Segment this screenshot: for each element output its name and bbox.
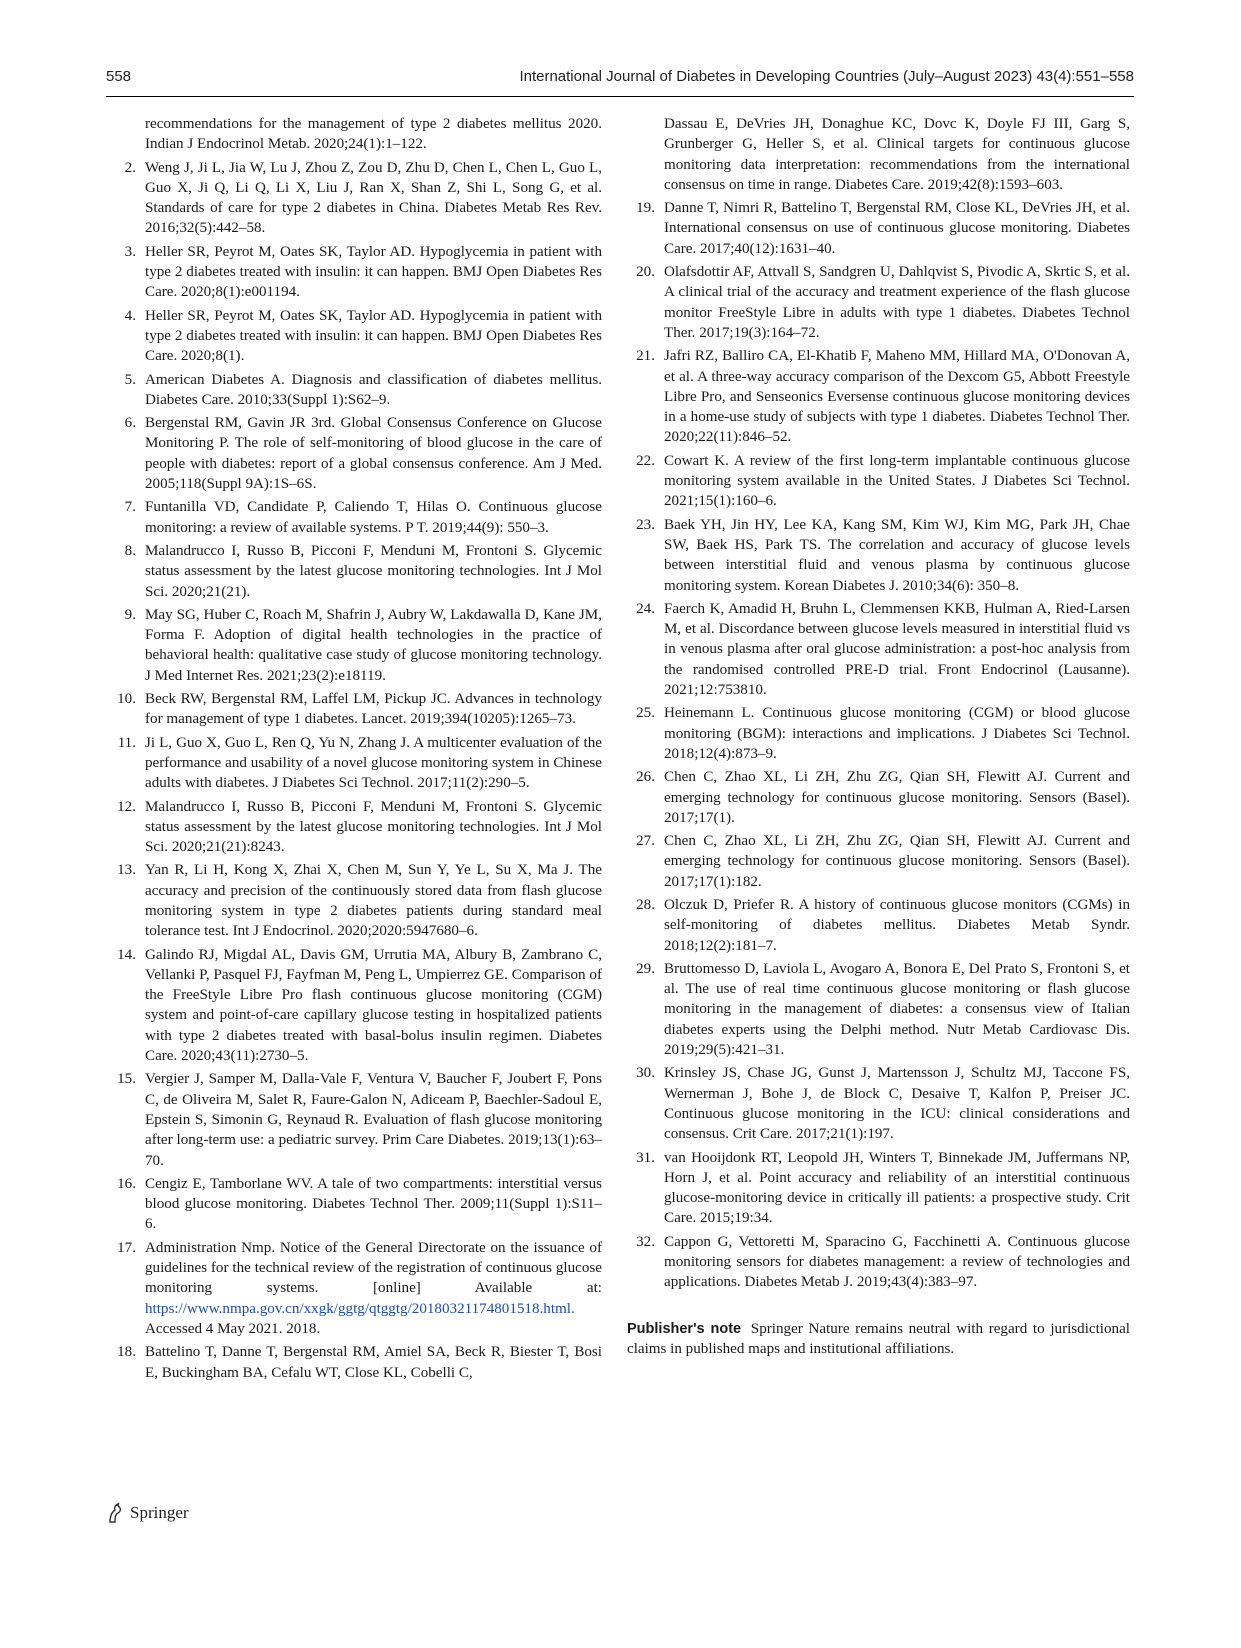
reference-number: 28. (636, 896, 655, 913)
reference-text-main: Galindo RJ, Migdal AL, Davis GM, Urrutia MA, Albury B, Zambrano C, Vellanki P, Pasquel FJ, Fayfman M, Peng L, Umpierrez GE. Comparison of the FreeStyle Libre Pro flash continuous glucose monitoring (CGM) system and point-of-care capillary glucose testing in hospitalized patients with type 2 diabetes treated with basal-bolus insulin regimen. Diabetes Care. 2020;43(11):2730–5. (145, 946, 602, 1065)
reference-item (627, 451, 1130, 512)
reference-text (145, 413, 602, 494)
reference-item (627, 1148, 1130, 1229)
reference-item (627, 895, 1130, 956)
reference-text-main: Malandrucco I, Russo B, Picconi F, Menduni M, Frontoni S. Glycemic status assessment by the latest glucose monitoring technologies. Int J Mol Sci. 2020;21(21). (145, 542, 602, 600)
reference-item (108, 306, 602, 367)
reference-text (664, 831, 1130, 892)
reference-text (145, 797, 602, 858)
reference-text-main: Cowart K. A review of the first long-term implantable continuous glucose monitoring system available in the United States. J Diabetes Sci Technol. 2021;15(1):160–6. (664, 452, 1130, 510)
publisher-note (627, 1319, 1130, 1360)
reference-number: 25. (636, 705, 655, 722)
reference-item (627, 198, 1130, 259)
reference-number: 10. (117, 691, 136, 708)
reference-item (627, 959, 1130, 1060)
reference-number: 22. (636, 452, 655, 469)
reference-number: 24. (636, 600, 655, 617)
reference-item (108, 1238, 602, 1339)
reference-number: 3. (124, 243, 136, 260)
reference-item (108, 1342, 602, 1383)
reference-number: 9. (124, 606, 136, 623)
reference-text (145, 945, 602, 1067)
reference-text-main: Cengiz E, Tamborlane WV. A tale of two compartments: interstitial versus blood glucose monitoring. Diabetes Technol Ther. 2009;11(Suppl 1):S11–6. (145, 1175, 602, 1233)
reference-text-main: Yan R, Li H, Kong X, Zhai X, Chen M, Sun Y, Ye L, Su X, Ma J. The accuracy and precision of the continuously stored data from flash glucose monitoring system in type 2 diabetes patients during standard meal tolerance test. Int J Endocrinol. 2020;2020:5947680–6. (145, 862, 602, 940)
reference-link[interactable]: https://www.nmpa.gov.cn/xxgk/ggtg/qtggtg/20180321174801518.html. (145, 1300, 575, 1317)
reference-item (108, 413, 602, 494)
reference-number: 5. (124, 371, 136, 388)
reference-number: 21. (636, 348, 655, 365)
reference-text (145, 1174, 602, 1235)
reference-number: 7. (124, 499, 136, 516)
reference-number: 31. (636, 1149, 655, 1166)
reference-item (108, 860, 602, 941)
reference-text (664, 346, 1130, 447)
reference-text-main: Heller SR, Peyrot M, Oates SK, Taylor AD. Hypoglycemia in patient with type 2 diabetes treated with insulin: it can happen. BMJ Open Diabetes Res Care. 2020;8(1). (145, 307, 602, 365)
reference-item (108, 605, 602, 686)
reference-number: 30. (636, 1065, 655, 1082)
reference-item (108, 370, 602, 411)
reference-text-main: Funtanilla VD, Candidate P, Caliendo T, Hilas O. Continuous glucose monitoring: a review of available systems. P T. 2019;44(9): 550–3. (145, 499, 602, 536)
footer (106, 1502, 189, 1524)
reference-text-main: Chen C, Zhao XL, Li ZH, Zhu ZG, Qian SH, Flewitt AJ. Current and emerging technology for continuous glucose monitoring. Sensors (Basel). 2017;17(1). (664, 769, 1130, 826)
reference-text-after: Accessed 4 May 2021. 2018. (145, 1320, 321, 1337)
reference-number: 20. (636, 264, 655, 281)
reference-text-main: Heinemann L. Continuous glucose monitoring (CGM) or blood glucose monitoring (BGM): interactions and implications. J Diabetes Sci Technol. 2018;12(4):873–9. (664, 705, 1130, 762)
reference-item (627, 1063, 1130, 1144)
reference-number: 11. (117, 734, 136, 751)
reference-text (664, 198, 1130, 259)
publisher-name: Springer (130, 1503, 189, 1522)
reference-text-main: Cappon G, Vettoretti M, Sparacino G, Facchinetti A. Continuous glucose monitoring sensors for diabetes management: a review of technologies and applications. Diabetes Metab J. 2019;43(4):383–97. (664, 1233, 1130, 1291)
reference-text-main: Bruttomesso D, Laviola L, Avogaro A, Bonora E, Del Prato S, Frontoni S, et al. The use of real time continuous glucose monitoring or flash glucose monitoring in the management of diabetes: a consensus view of Italian diabetes experts using the Delphi method. Nutr Metab Cardiovasc Dis. 2019;29(5):421–31. (664, 960, 1130, 1059)
reference-text-main: Jafri RZ, Balliro CA, El-Khatib F, Maheno MM, Hillard MA, O'Donovan A, et al. A three-way accuracy comparison of the Dexcom G5, Abbott Freestyle Libre Pro, and Senseonics Eversense continuous glucose monitoring devices in a home-use study of subjects with type 1 diabetes. Diabetes Technol Ther. 2020;22(11):846–52. (664, 348, 1130, 446)
reference-number: 4. (124, 307, 136, 324)
reference-text (145, 242, 602, 303)
reference-text-main: Weng J, Ji L, Jia W, Lu J, Zhou Z, Zou D, Zhu D, Chen L, Chen L, Guo L, Guo X, Ji Q, Li Q, Li X, Liu J, Ran X, Shan Z, Shi L, Song G, et al. Standards of care for type 2 diabetes in China. Diabetes Metab Res Rev. 2016;32(5):442–58. (145, 159, 602, 237)
reference-text-main: Krinsley JS, Chase JG, Gunst J, Martensson J, Schultz MJ, Taccone FS, Wernerman J, Bohe J, de Block C, Desaive T, Kalfon P, Preiser JC. Continuous glucose monitoring in the ICU: clinical considerations and consensus. Crit Care. 2017;21(1):197. (664, 1065, 1130, 1143)
reference-text (145, 541, 602, 602)
reference-item (627, 1232, 1130, 1293)
reference-text (145, 1069, 602, 1170)
reference-text (664, 1148, 1130, 1229)
references-left-column (108, 114, 602, 1386)
journal-citation: International Journal of Diabetes in Developing Countries (July–August 2023) 43(4):551–558 (519, 68, 1134, 85)
reference-number: 14. (117, 946, 136, 963)
reference-text-main: Bergenstal RM, Gavin JR 3rd. Global Consensus Conference on Glucose Monitoring P. The role of self-monitoring of blood glucose in the care of people with diabetes: report of a global consensus conference. Am J Med. 2005;118(Suppl 9A):1S–6S. (145, 415, 602, 493)
reference-number: 26. (636, 769, 655, 786)
reference-text (145, 114, 602, 155)
reference-text (145, 605, 602, 686)
reference-text-main: recommendations for the management of type 2 diabetes mellitus 2020. Indian J Endocrinol Metab. 2020;24(1):1–122. (145, 116, 602, 153)
publisher-note-label: Publisher's note (627, 1320, 742, 1337)
running-header (106, 66, 1134, 97)
reference-text-main: Faerch K, Amadid H, Bruhn L, Clemmensen KKB, Hulman A, Ried-Larsen M, et al. Discordance between glucose levels measured in interstitial fluid vs in venous plasma after oral glucose administration: a post-hoc analysis from the randomised controlled PRE-D trial. Front Endocrinol (Lausanne). 2021;12:753810. (664, 600, 1130, 699)
reference-text (145, 497, 602, 538)
reference-text-main: Dassau E, DeVries JH, Donaghue KC, Dovc K, Doyle FJ III, Garg S, Grunberger G, Heller S, et al. Clinical targets for continuous glucose monitoring data interpretation: recommendations from the international consensus on time in range. Diabetes Care. 2019;42(8):1593–603. (664, 116, 1130, 193)
reference-text-main: Beck RW, Bergenstal RM, Laffel LM, Pickup JC. Advances in technology for management of type 1 diabetes. Lancet. 2019;394(10205):1265–73. (145, 691, 602, 728)
reference-text-main: Heller SR, Peyrot M, Oates SK, Taylor AD. Hypoglycemia in patient with type 2 diabetes treated with insulin: it can happen. BMJ Open Diabetes Res Care. 2020;8(1):e001194. (145, 243, 602, 301)
reference-item (627, 262, 1130, 343)
reference-text-main: Administration Nmp. Notice of the General Directorate on the issuance of guidelines for the technical review of the registration of continuous glucose monitoring systems. [online] Available at: (145, 1239, 602, 1297)
reference-text-main: May SG, Huber C, Roach M, Shafrin J, Aubry W, Lakdawalla D, Kane JM, Forma F. Adoption of digital health technologies in the practice of behavioral health: qualitative case study of glucose monitoring technology. J Med Internet Res. 2021;23(2):e18119. (145, 606, 602, 684)
reference-text-main: Chen C, Zhao XL, Li ZH, Zhu ZG, Qian SH, Flewitt AJ. Current and emerging technology for continuous glucose monitoring. Sensors (Basel). 2017;17(1):182. (664, 833, 1130, 890)
reference-text-main: Malandrucco I, Russo B, Picconi F, Menduni M, Frontoni S. Glycemic status assessment by the latest glucose monitoring technologies. Int J Mol Sci. 2020;21(21):8243. (145, 798, 602, 856)
reference-text (664, 451, 1130, 512)
reference-item (108, 945, 602, 1067)
reference-item (627, 599, 1130, 700)
reference-item (108, 1174, 602, 1235)
reference-text-main: Ji L, Guo X, Guo L, Ren Q, Yu N, Zhang J. A multicenter evaluation of the performance and usability of a novel glucose monitoring system in Chinese adults with diabetes. J Diabetes Sci Technol. 2017;11(2):290–5. (145, 734, 602, 792)
reference-number: 13. (117, 862, 136, 879)
reference-number: 8. (124, 542, 136, 559)
reference-item (108, 114, 602, 155)
reference-text (145, 860, 602, 941)
reference-text (664, 1063, 1130, 1144)
springer-horse-icon (106, 1502, 124, 1524)
reference-item (108, 689, 602, 730)
reference-number: 29. (636, 960, 655, 977)
reference-text-main: Battelino T, Danne T, Bergenstal RM, Amiel SA, Beck R, Biester T, Bosi E, Buckingham BA, Cefalu WT, Close KL, Cobelli C, (145, 1344, 602, 1381)
reference-number: 16. (117, 1175, 136, 1192)
reference-item (108, 497, 602, 538)
reference-item (108, 541, 602, 602)
reference-item (627, 515, 1130, 596)
reference-text (145, 306, 602, 367)
reference-item (108, 733, 602, 794)
reference-item (108, 158, 602, 239)
reference-item (108, 797, 602, 858)
reference-item (627, 114, 1130, 195)
reference-text (664, 599, 1130, 700)
reference-number: 15. (117, 1071, 136, 1088)
reference-number: 18. (117, 1344, 136, 1361)
reference-text-main: American Diabetes A. Diagnosis and classification of diabetes mellitus. Diabetes Care. 2010;33(Suppl 1):S62–9. (145, 371, 602, 408)
reference-number: 27. (636, 833, 655, 850)
reference-text (145, 1342, 602, 1383)
reference-item (627, 703, 1130, 764)
reference-text-main: Baek YH, Jin HY, Lee KA, Kang SM, Kim WJ, Kim MG, Park JH, Chae SW, Baek HS, Park TS. The correlation and accuracy of glucose levels between interstitial fluid and venous plasma by continuous glucose monitoring system. Korean Diabetes J. 2010;34(6): 350–8. (664, 516, 1130, 594)
reference-number: 19. (636, 200, 655, 217)
reference-number: 17. (117, 1239, 136, 1256)
reference-number: 12. (117, 798, 136, 815)
reference-text-main: Vergier J, Samper M, Dalla-Vale F, Ventura V, Baucher F, Joubert F, Pons C, de Oliveira M, Salet R, Faure-Galon N, Adiceam P, Baechler-Sadoul E, Epstein S, Simonin G, Reynaud R. Evaluation of flash glucose monitoring after long-term use: a pediatric survey. Prim Care Diabetes. 2019;13(1):63–70. (145, 1071, 602, 1169)
page-number: 558 (106, 68, 132, 85)
references-right-list (627, 114, 1130, 1293)
reference-text (145, 370, 602, 411)
reference-number: 32. (636, 1233, 655, 1250)
reference-text (664, 767, 1130, 828)
reference-number: 6. (124, 415, 136, 432)
reference-text (664, 1232, 1130, 1293)
reference-item (108, 242, 602, 303)
reference-text (664, 703, 1130, 764)
reference-number: 23. (636, 516, 655, 533)
reference-text (664, 895, 1130, 956)
reference-text-main: Danne T, Nimri R, Battelino T, Bergenstal RM, Close KL, DeVries JH, et al. International consensus on use of continuous glucose monitoring. Diabetes Care. 2017;40(12):1631–40. (664, 200, 1130, 257)
reference-number: 2. (124, 159, 136, 176)
reference-item (627, 346, 1130, 447)
reference-text (145, 158, 602, 239)
reference-text (664, 262, 1130, 343)
reference-text (664, 959, 1130, 1060)
reference-item (108, 1069, 602, 1170)
reference-text (145, 1238, 602, 1339)
reference-text (664, 515, 1130, 596)
reference-text-main: Olafsdottir AF, Attvall S, Sandgren U, Dahlqvist S, Pivodic A, Skrtic S, et al. A clinical trial of the accuracy and treatment experience of the flash glucose monitor FreeStyle Libre in adults with type 1 diabetes. Diabetes Technol Ther. 2017;19(3):164–72. (664, 264, 1130, 341)
reference-text (664, 114, 1130, 195)
reference-text (145, 689, 602, 730)
reference-item (627, 831, 1130, 892)
reference-text (145, 733, 602, 794)
reference-item (627, 767, 1130, 828)
publisher-note-text: Springer Nature remains neutral with regard to jurisdictional claims in published maps and institutional affiliations. (627, 1320, 1130, 1357)
reference-text-main: van Hooijdonk RT, Leopold JH, Winters T, Binnekade JM, Juffermans NP, Horn J, et al. Point accuracy and reliability of an interstitial continuous glucose-monitoring device in critically ill patients: a prospective study. Crit Care. 2015;19:34. (664, 1149, 1130, 1227)
reference-text-main: Olczuk D, Priefer R. A history of continuous glucose monitors (CGMs) in self-monitoring of diabetes mellitus. Diabetes Metab Syndr. 2018;12(2):181–7. (664, 896, 1130, 954)
references-right-column (627, 114, 1130, 1359)
